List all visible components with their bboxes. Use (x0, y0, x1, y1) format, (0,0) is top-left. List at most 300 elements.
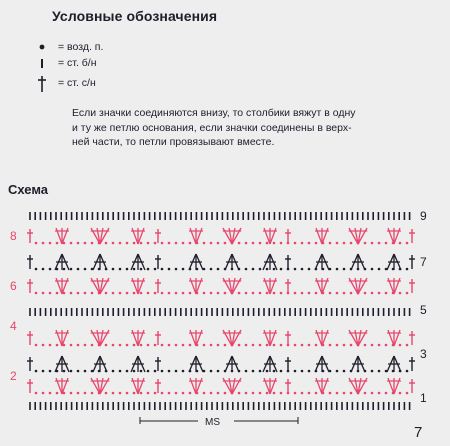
chain-stitch-mark (399, 242, 402, 245)
chain-stitch-mark (126, 370, 129, 373)
chain-stitch-mark (294, 242, 297, 245)
chain-stitch-mark (406, 344, 409, 347)
chain-stitch-mark (70, 268, 73, 271)
chain-stitch-mark (301, 242, 304, 245)
chain-stitch-mark (315, 292, 318, 295)
chain-stitch-mark (343, 392, 346, 395)
chain-stitch-mark (266, 392, 269, 395)
chain-stitch-mark (350, 392, 353, 395)
chain-stitch-mark (70, 392, 73, 395)
row-number-right: 3 (420, 347, 427, 361)
chain-stitch-mark (126, 242, 129, 245)
chain-stitch-mark (91, 242, 94, 245)
chain-stitch-mark (343, 292, 346, 295)
chain-stitch-mark (406, 242, 409, 245)
chain-stitch-mark (308, 242, 311, 245)
chain-stitch-mark (371, 344, 374, 347)
chain-stitch-mark (259, 292, 262, 295)
chain-stitch-mark (84, 370, 87, 373)
chain-stitch-mark (77, 292, 80, 295)
chain-stitch-mark (364, 292, 367, 295)
chain-stitch-mark (91, 292, 94, 295)
chain-stitch-mark (63, 370, 66, 373)
chain-stitch-mark (245, 242, 248, 245)
chain-stitch-mark (42, 242, 45, 245)
chain-stitch-mark (147, 242, 150, 245)
chain-stitch-mark (84, 242, 87, 245)
chain-stitch-mark (210, 242, 213, 245)
chain-stitch-mark (378, 370, 381, 373)
chain-stitch-mark (266, 344, 269, 347)
chain-stitch-mark (133, 292, 136, 295)
chain-stitch-mark (266, 242, 269, 245)
chain-stitch-mark (294, 392, 297, 395)
chain-stitch-mark (343, 370, 346, 373)
row-number-right: 5 (420, 303, 427, 317)
chain-stitch-mark (189, 292, 192, 295)
chain-stitch-mark (42, 268, 45, 271)
chain-stitch-mark (126, 392, 129, 395)
fan-stitch-mark (270, 228, 276, 244)
chain-stitch-mark (168, 242, 171, 245)
chain-stitch-mark (49, 392, 52, 395)
chain-stitch-mark (168, 392, 171, 395)
chain-stitch-mark (343, 344, 346, 347)
chain-stitch-mark (378, 392, 381, 395)
chain-stitch-mark (210, 370, 213, 373)
chain-stitch-mark (245, 370, 248, 373)
chain-stitch-mark (315, 392, 318, 395)
chain-stitch-mark (133, 242, 136, 245)
chain-stitch-mark (70, 292, 73, 295)
fan-stitch-mark (132, 278, 138, 294)
chain-stitch-mark (49, 344, 52, 347)
chain-stitch-mark (154, 292, 157, 295)
chain-stitch-mark (77, 370, 80, 373)
chain-stitch-mark (175, 268, 178, 271)
chain-stitch-mark (301, 392, 304, 395)
chain-stitch-mark (49, 292, 52, 295)
chain-stitch-mark (252, 242, 255, 245)
chain-stitch-mark (406, 392, 409, 395)
chain-stitch-mark (56, 242, 59, 245)
chain-stitch-mark (112, 370, 115, 373)
chain-stitch-mark (189, 392, 192, 395)
chain-stitch-mark (210, 392, 213, 395)
chain-stitch-mark (308, 392, 311, 395)
chain-stitch-mark (203, 242, 206, 245)
double-crochet-icon (36, 76, 54, 92)
chain-stitch-mark (140, 292, 143, 295)
chain-stitch-mark (252, 370, 255, 373)
chain-stitch-mark (315, 242, 318, 245)
chain-stitch-mark (224, 344, 227, 347)
chain-stitch-mark (259, 344, 262, 347)
chain-stitch-mark (336, 392, 339, 395)
chain-stitch-mark (217, 242, 220, 245)
row-number-left: 6 (10, 279, 17, 293)
chain-stitch-mark (140, 392, 143, 395)
fan-stitch-mark (56, 278, 62, 294)
chain-stitch-mark (329, 292, 332, 295)
chain-stitch-mark (154, 392, 157, 395)
chain-stitch-mark (161, 370, 164, 373)
chain-stitch-mark (217, 344, 220, 347)
chain-stitch-mark (133, 392, 136, 395)
chain-stitch-mark (280, 268, 283, 271)
row-number-left: 8 (10, 229, 17, 243)
chain-stitch-mark (147, 370, 150, 373)
chain-stitch-mark (42, 292, 45, 295)
fan-stitch-mark (190, 228, 196, 244)
chain-stitch-mark (112, 292, 115, 295)
chain-stitch-mark (378, 344, 381, 347)
chain-stitch-mark (119, 370, 122, 373)
single-crochet-icon (36, 56, 54, 72)
chain-stitch-mark (175, 344, 178, 347)
chain-stitch-mark (154, 242, 157, 245)
chain-stitch-mark (189, 242, 192, 245)
chain-stitch-mark (119, 292, 122, 295)
chain-stitch-mark (245, 292, 248, 295)
fan-stitch-mark (322, 278, 328, 294)
chain-stitch-mark (105, 292, 108, 295)
chain-stitch-mark (182, 344, 185, 347)
chain-stitch-mark (203, 392, 206, 395)
chain-stitch-mark (175, 392, 178, 395)
chain-stitch-mark (371, 268, 374, 271)
fan-stitch-mark (264, 278, 270, 294)
chain-stitch-mark (126, 344, 129, 347)
fan-stitch-mark (264, 228, 270, 244)
chain-stitch-mark (119, 242, 122, 245)
row-number-right: 7 (420, 255, 427, 269)
chain-stitch-mark (217, 392, 220, 395)
chain-stitch-mark (252, 392, 255, 395)
chain-stitch-mark (280, 392, 283, 395)
chain-stitch-mark (182, 242, 185, 245)
chain-stitch-mark (35, 370, 38, 373)
chain-stitch-mark (133, 268, 136, 271)
chain-stitch-mark (238, 292, 241, 295)
chain-stitch-mark (224, 292, 227, 295)
chain-stitch-mark (112, 344, 115, 347)
chain-stitch-mark (273, 242, 276, 245)
chain-stitch-mark (175, 370, 178, 373)
chain-stitch-icon (36, 40, 54, 56)
chain-stitch-mark (182, 268, 185, 271)
chain-stitch-mark (126, 292, 129, 295)
chain-stitch-mark (266, 370, 269, 373)
chain-stitch-mark (364, 242, 367, 245)
chain-stitch-mark (119, 268, 122, 271)
legend-note-line-3: ней части, то петли провязывают вместе. (72, 136, 275, 148)
fan-stitch-mark (138, 228, 144, 244)
chain-stitch-mark (133, 344, 136, 347)
chain-stitch-mark (301, 370, 304, 373)
chain-stitch-mark (105, 242, 108, 245)
chain-stitch-mark (406, 268, 409, 271)
chain-stitch-mark (182, 392, 185, 395)
chain-stitch-mark (119, 344, 122, 347)
chain-stitch-mark (294, 370, 297, 373)
chain-stitch-mark (308, 370, 311, 373)
legend-title: Условные обозначения (52, 8, 218, 24)
chain-stitch-mark (133, 370, 136, 373)
fan-stitch-mark (132, 228, 138, 244)
fan-stitch-mark (316, 228, 322, 244)
chain-stitch-mark (84, 344, 87, 347)
row-number-left: 2 (10, 369, 17, 383)
chain-stitch-mark (371, 242, 374, 245)
chain-stitch-mark (371, 292, 374, 295)
chain-stitch-mark (56, 344, 59, 347)
chain-stitch-mark (49, 268, 52, 271)
chain-stitch-mark (329, 392, 332, 395)
chain-stitch-mark (280, 242, 283, 245)
chain-stitch-mark (56, 392, 59, 395)
chain-stitch-mark (406, 292, 409, 295)
legend-note-line-1: Если значки соединяются внизу, то столбики вяжут в одну (72, 107, 356, 119)
chain-stitch-mark (126, 268, 129, 271)
chain-stitch-mark (175, 292, 178, 295)
chain-stitch-mark (378, 292, 381, 295)
chain-stitch-mark (203, 292, 206, 295)
row-number-left: 4 (10, 319, 17, 333)
fan-stitch-mark (138, 278, 144, 294)
legend-label-single-crochet: = ст. б/н (58, 57, 97, 69)
chain-stitch-mark (168, 292, 171, 295)
chain-stitch-mark (147, 268, 150, 271)
chain-stitch-mark (399, 344, 402, 347)
chain-stitch-mark (273, 344, 276, 347)
chain-stitch-mark (273, 292, 276, 295)
chain-stitch-mark (147, 344, 150, 347)
chain-stitch-mark (364, 344, 367, 347)
fan-stitch-mark (270, 278, 276, 294)
chain-stitch-mark (161, 268, 164, 271)
chain-stitch-mark (350, 242, 353, 245)
chain-stitch-mark (266, 292, 269, 295)
chain-stitch-mark (252, 292, 255, 295)
chain-stitch-mark (70, 344, 73, 347)
chain-stitch-mark (35, 344, 38, 347)
chain-stitch-mark (315, 344, 318, 347)
chain-stitch-mark (273, 392, 276, 395)
fan-stitch-mark (62, 278, 68, 294)
chain-stitch-mark (245, 344, 248, 347)
chain-stitch-mark (329, 344, 332, 347)
chain-stitch-mark (378, 268, 381, 271)
chain-stitch-mark (140, 242, 143, 245)
chain-stitch-mark (168, 268, 171, 271)
chain-stitch-mark (259, 242, 262, 245)
chain-stitch-mark (406, 370, 409, 373)
chain-stitch-mark (371, 370, 374, 373)
row-number-right: 1 (420, 391, 427, 405)
chain-stitch-mark (385, 242, 388, 245)
chain-stitch-mark (217, 268, 220, 271)
chain-stitch-mark (175, 242, 178, 245)
chain-stitch-mark (301, 292, 304, 295)
chain-stitch-mark (105, 344, 108, 347)
chain-stitch-mark (336, 370, 339, 373)
chain-stitch-mark (294, 344, 297, 347)
fan-stitch-mark (388, 228, 394, 244)
chain-stitch-mark (182, 292, 185, 295)
page-number: 7 (414, 424, 423, 441)
chain-stitch-mark (371, 392, 374, 395)
chain-stitch-mark (140, 370, 143, 373)
chain-stitch-mark (70, 370, 73, 373)
chain-stitch-mark (49, 370, 52, 373)
chain-stitch-mark (259, 268, 262, 271)
chain-stitch-mark (245, 268, 248, 271)
chain-stitch-mark (266, 268, 269, 271)
chain-stitch-mark (343, 268, 346, 271)
chain-stitch-mark (294, 268, 297, 271)
chain-stitch-mark (84, 392, 87, 395)
chain-stitch-mark (301, 344, 304, 347)
chain-stitch-mark (105, 392, 108, 395)
chain-stitch-mark (154, 370, 157, 373)
chain-stitch-mark (399, 292, 402, 295)
chain-stitch-mark (385, 392, 388, 395)
chain-stitch-mark (343, 242, 346, 245)
chain-stitch-mark (49, 242, 52, 245)
chain-stitch-mark (91, 392, 94, 395)
chain-stitch-mark (350, 292, 353, 295)
chain-stitch-mark (252, 268, 255, 271)
chain-stitch-mark (399, 392, 402, 395)
repeat-label: MS (205, 417, 220, 428)
chain-stitch-mark (147, 392, 150, 395)
chain-stitch-mark (154, 268, 157, 271)
fan-stitch-mark (394, 228, 400, 244)
crochet-diagram (0, 200, 450, 430)
chain-stitch-mark (77, 392, 80, 395)
chain-stitch-mark (35, 292, 38, 295)
fan-stitch-mark (388, 278, 394, 294)
chain-stitch-mark (238, 392, 241, 395)
chain-stitch-mark (154, 344, 157, 347)
chain-stitch-mark (385, 292, 388, 295)
chain-stitch-mark (273, 268, 276, 271)
chain-stitch-mark (56, 292, 59, 295)
row-number-right: 9 (420, 209, 427, 223)
chain-stitch-mark (238, 344, 241, 347)
chain-stitch-mark (140, 268, 143, 271)
chain-stitch-mark (35, 268, 38, 271)
fan-stitch-mark (196, 278, 202, 294)
chain-stitch-mark (91, 344, 94, 347)
chain-stitch-mark (308, 344, 311, 347)
chain-stitch-mark (42, 344, 45, 347)
chain-stitch-mark (168, 370, 171, 373)
chain-stitch-mark (210, 268, 213, 271)
chain-stitch-mark (252, 344, 255, 347)
chain-stitch-mark (336, 344, 339, 347)
chain-stitch-mark (70, 242, 73, 245)
fan-stitch-mark (316, 278, 322, 294)
fan-stitch-mark (394, 278, 400, 294)
chain-stitch-mark (350, 344, 353, 347)
chain-stitch-mark (245, 392, 248, 395)
legend-note-line-2: и ту же петлю основания, если значки соединены в верх- (72, 121, 352, 134)
fan-stitch-mark (62, 228, 68, 244)
chain-stitch-mark (273, 370, 276, 373)
chain-stitch-mark (182, 370, 185, 373)
chain-stitch-mark (224, 392, 227, 395)
chain-stitch-mark (168, 344, 171, 347)
chain-stitch-mark (336, 242, 339, 245)
chain-stitch-mark (35, 392, 38, 395)
chain-stitch-mark (77, 242, 80, 245)
fan-stitch-mark (196, 228, 202, 244)
chain-stitch-mark (217, 292, 220, 295)
chain-stitch-mark (280, 370, 283, 373)
chain-stitch-mark (259, 370, 262, 373)
scheme-title: Схема (8, 182, 49, 197)
chain-stitch-mark (280, 344, 283, 347)
chain-stitch-mark (112, 268, 115, 271)
fan-stitch-mark (322, 228, 328, 244)
chain-stitch-mark (259, 392, 262, 395)
chain-stitch-mark (329, 242, 332, 245)
chain-stitch-mark (224, 242, 227, 245)
chain-stitch-mark (336, 292, 339, 295)
chain-stitch-mark (147, 292, 150, 295)
chain-stitch-mark (308, 268, 311, 271)
chain-stitch-mark (42, 370, 45, 373)
chain-stitch-mark (84, 268, 87, 271)
chain-stitch-mark (294, 292, 297, 295)
chain-stitch-mark (140, 344, 143, 347)
legend-label-double-crochet: = ст. с/н (58, 77, 96, 89)
chain-stitch-mark (161, 392, 164, 395)
chain-stitch-mark (63, 268, 66, 271)
chain-stitch-mark (112, 392, 115, 395)
chain-stitch-mark (42, 392, 45, 395)
chain-stitch-mark (35, 242, 38, 245)
chain-stitch-mark (308, 292, 311, 295)
chain-stitch-mark (161, 242, 164, 245)
chain-stitch-mark (161, 292, 164, 295)
chain-stitch-mark (336, 268, 339, 271)
chain-stitch-mark (385, 344, 388, 347)
chain-stitch-mark (301, 268, 304, 271)
chain-stitch-mark (77, 344, 80, 347)
chain-stitch-mark (238, 242, 241, 245)
chain-stitch-mark (280, 292, 283, 295)
fan-stitch-mark (56, 228, 62, 244)
chain-stitch-mark (119, 392, 122, 395)
chain-stitch-mark (189, 344, 192, 347)
legend-label-chain: = возд. п. (58, 41, 104, 53)
chain-stitch-mark (161, 344, 164, 347)
chain-stitch-mark (112, 242, 115, 245)
chain-stitch-mark (364, 392, 367, 395)
chain-stitch-mark (84, 292, 87, 295)
chain-stitch-mark (378, 242, 381, 245)
chain-stitch-mark (217, 370, 220, 373)
chain-stitch-mark (210, 292, 213, 295)
legend-note (72, 106, 402, 150)
chain-stitch-mark (210, 344, 213, 347)
chain-stitch-mark (203, 344, 206, 347)
chain-stitch-mark (77, 268, 80, 271)
fan-stitch-mark (190, 278, 196, 294)
